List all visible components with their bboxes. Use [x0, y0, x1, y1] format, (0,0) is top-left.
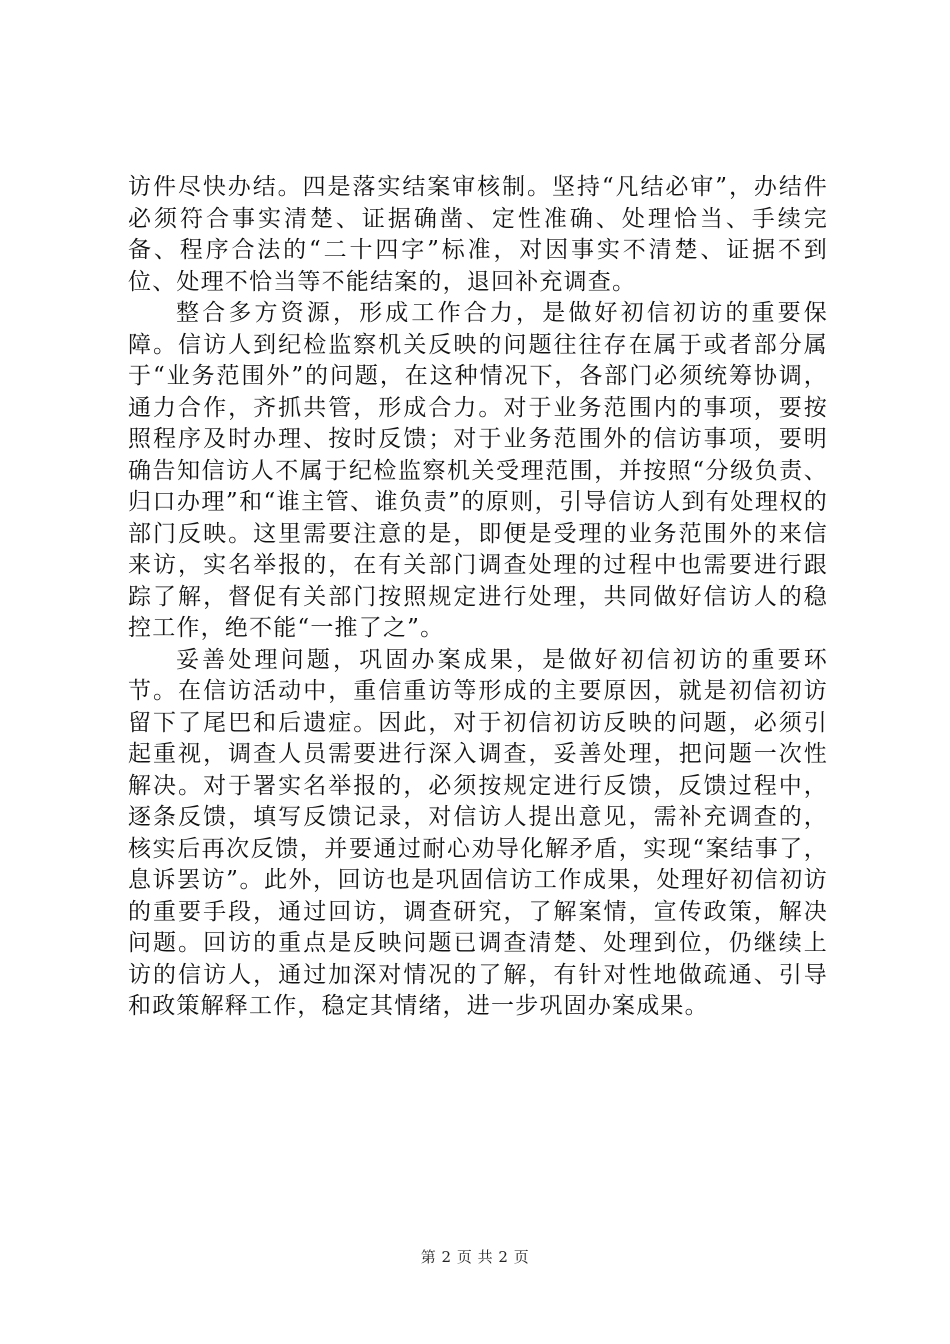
paragraph-2: 整合多方资源，形成工作合力，是做好初信初访的重要保障。信访人到纪检监察机关反映的问题往往存在属于或者部分属于“业务范围外”的问题，在这种情况下，各部门必须统筹协调，通力合作，齐抓共管，形成合力。对于业务范围内的事项，要按照程序及时办理、按时反馈；对于业务范围外的信访事项，要明确告知信访人不属于纪检监察机关受理范围，并按照“分级负责、归口办理”和“谁主管、谁负责”的原则，引导信访人到有处理权的部门反映。这里需要注意的是，即便是受理的业务范围外的来信来访，实名举报的，在有关部门调查处理的过程中也需要进行跟踪了解，督促有关部门按照规定进行处理，共同做好信访人的稳控工作，绝不能“一推了之”。: [128, 300, 828, 641]
document-body: [128, 172, 828, 1023]
page-footer: 第 2 页 共 2 页: [420, 1248, 530, 1266]
paragraph-3: 妥善处理问题，巩固办案成果，是做好初信初访的重要环节。在信访活动中，重信重访等形成的主要原因，就是初信初访留下了尾巴和后遗症。因此，对于初信初访反映的问题，必须引起重视，调查人员需要进行深入调查，妥善处理，把问题一次性解决。对于署实名举报的，必须按规定进行反馈，反馈过程中，逐条反馈，填写反馈记录，对信访人提出意见，需补充调查的，核实后再次反馈，并要通过耐心劝导化解矛盾，实现“案结事了，息诉罢访”。此外，回访也是巩固信访工作成果，处理好初信初访的重要手段，通过回访，调查研究，了解案情，宣传政策，解决问题。回访的重点是反映问题已调查清楚、处理到位，仍继续上访的信访人，通过加深对情况的了解，有针对性地做疏通、引导和政策解释工作，稳定其情绪，进一步巩固办案成果。: [128, 646, 828, 1019]
paragraph-1: 访件尽快办结。四是落实结案审核制。坚持“凡结必审”，办结件必须符合事实清楚、证据确凿、定性准确、处理恰当、手续完备、程序合法的“二十四字”标准，对因事实不清楚、证据不到位、处理不恰当等不能结案的，退回补充调查。: [128, 174, 828, 295]
